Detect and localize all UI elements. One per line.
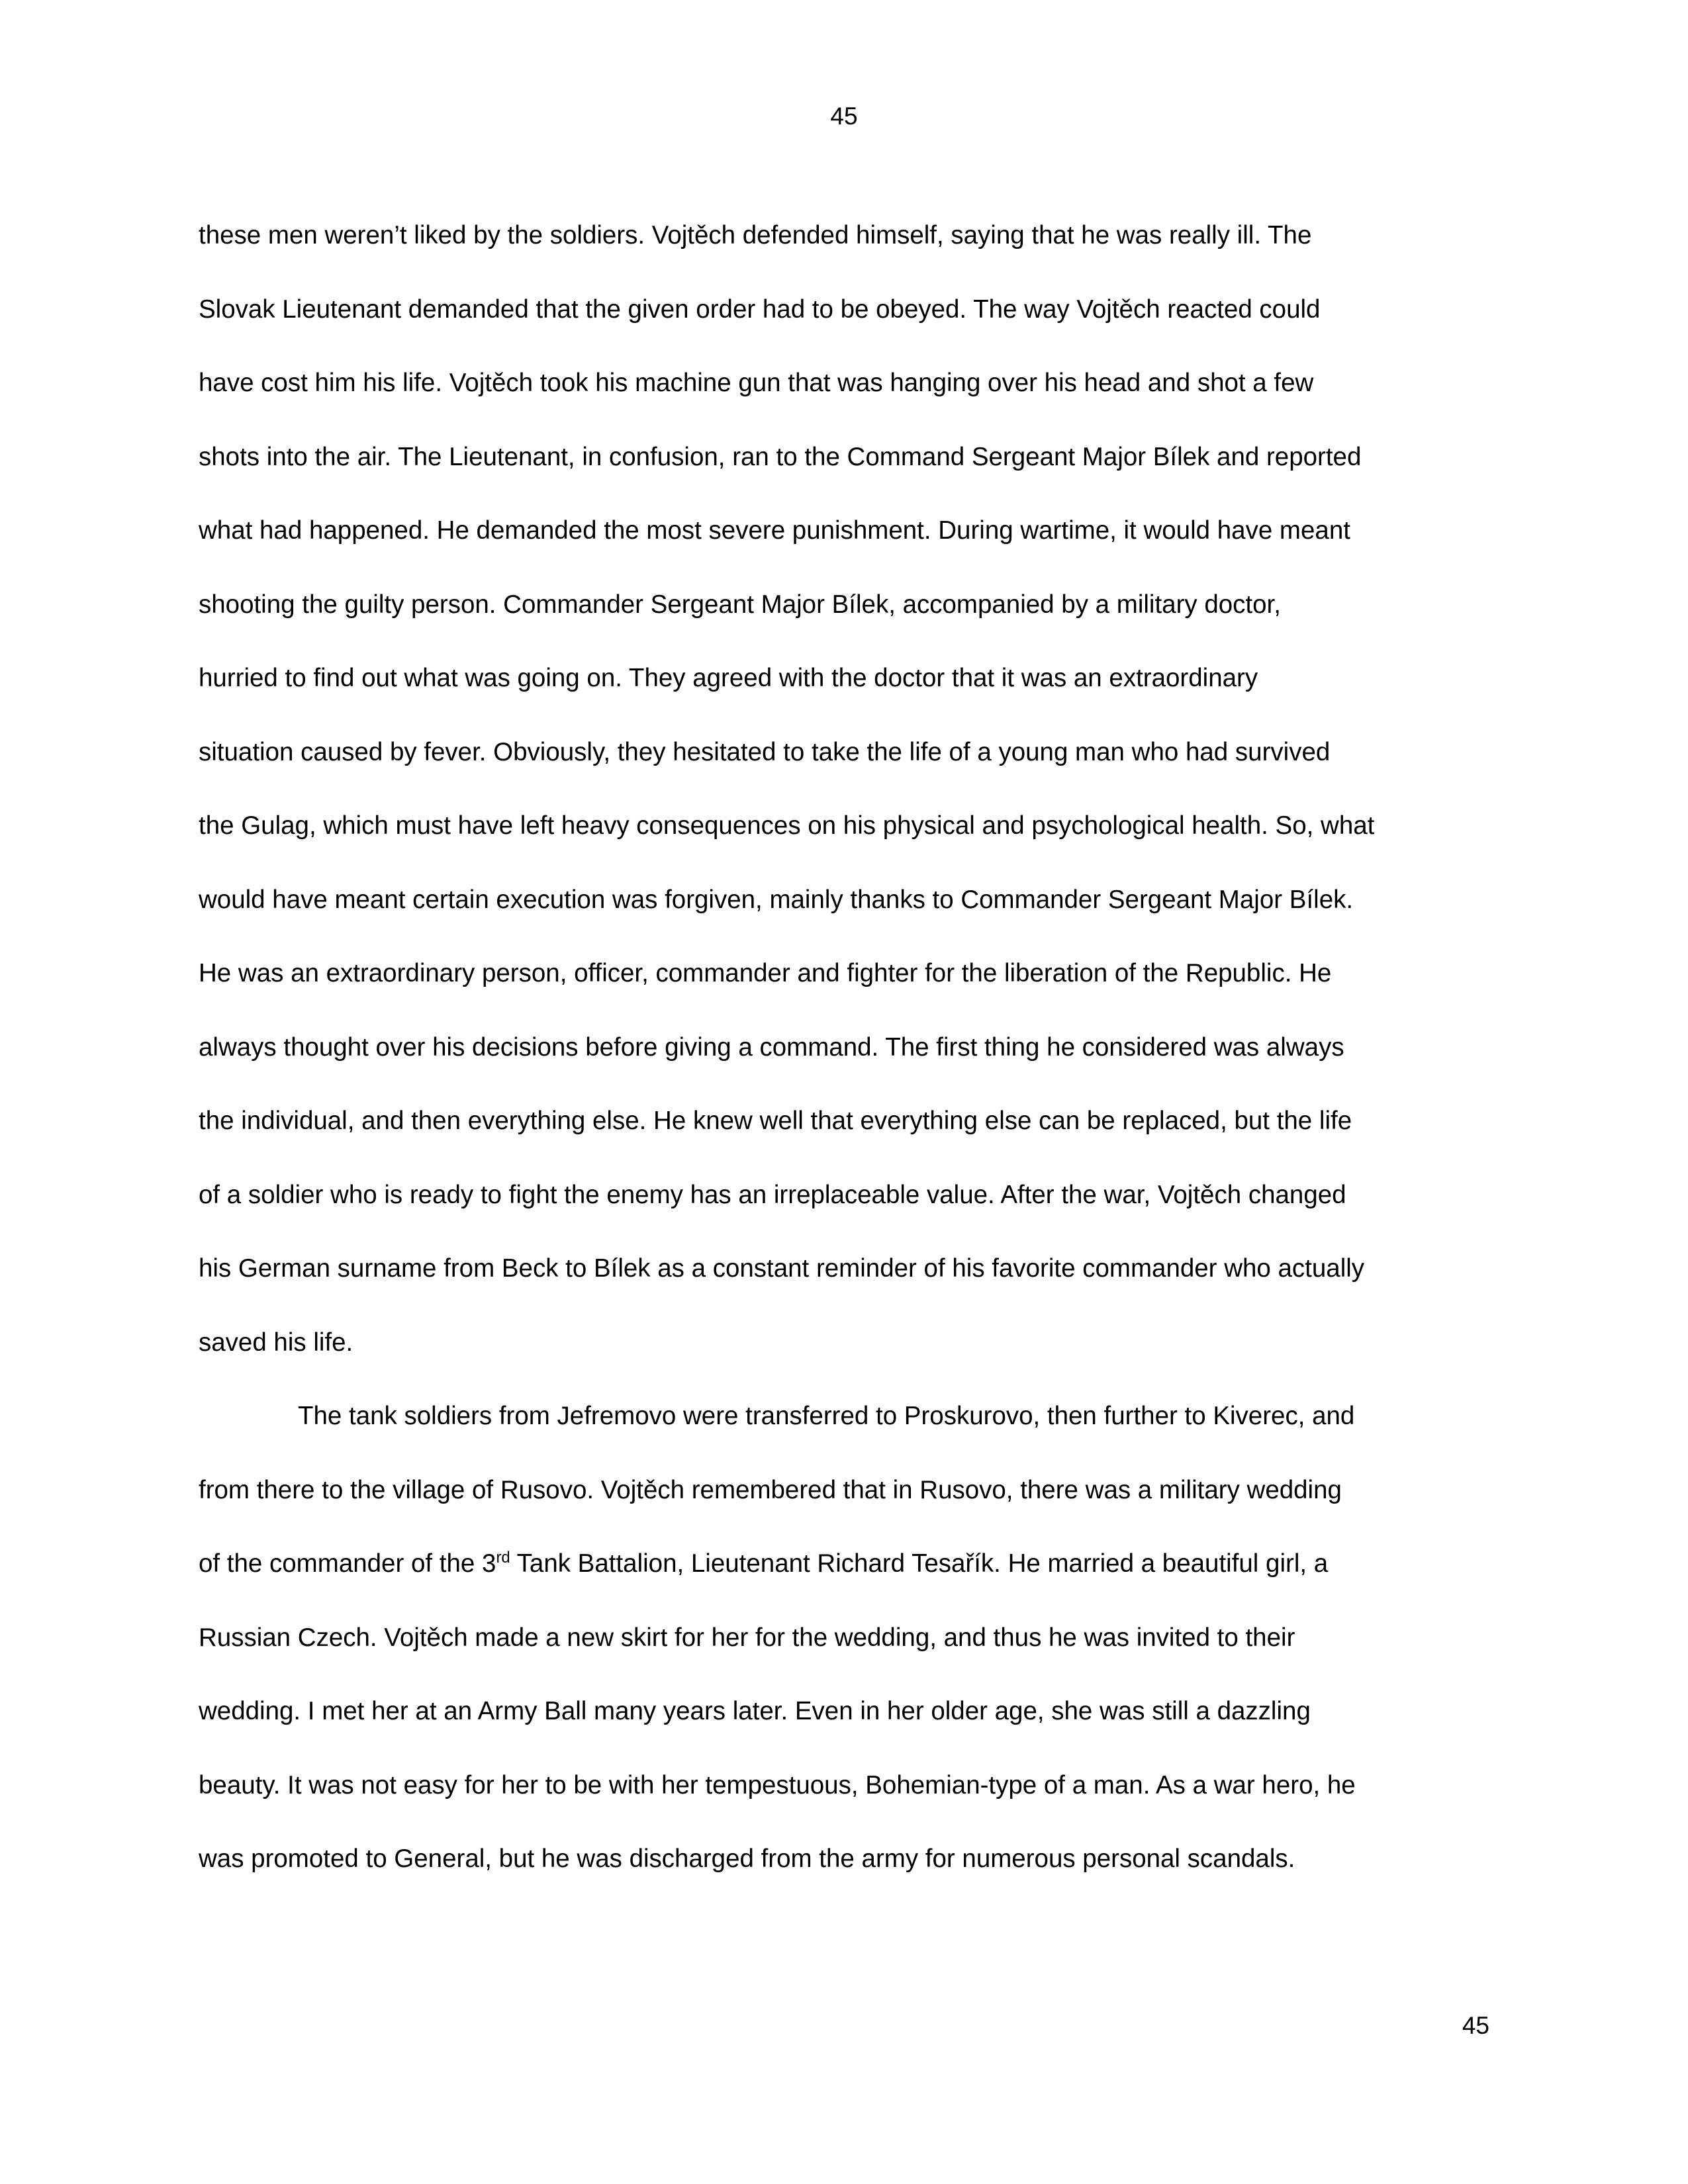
text-line: hurried to find out what was going on. They agreed with the doctor that it was an extraordinary <box>199 664 1258 692</box>
text-line: Russian Czech. Vojtěch made a new skirt for her for the wedding, and thus he was invited to their <box>199 1623 1295 1652</box>
text-line: of a soldier who is ready to fight the enemy has an irreplaceable value. After the war, Vojtěch changed <box>199 1180 1346 1209</box>
paragraph-2 <box>199 1379 1489 1896</box>
text-line: his German surname from Beck to Bílek as a constant reminder of his favorite commander who actually <box>199 1254 1365 1283</box>
text-line: The tank soldiers from Jefremovo were transferred to Proskurovo, then further to Kiverec, and <box>298 1402 1355 1430</box>
text-line: situation caused by fever. Obviously, they hesitated to take the life of a young man who had survived <box>199 737 1331 766</box>
text-line: have cost him his life. Vojtěch took his machine gun that was hanging over his head and shot a few <box>199 369 1314 397</box>
paragraph-1 <box>199 199 1489 1379</box>
text-line: would have meant certain execution was forgiven, mainly thanks to Commander Sergeant Major Bílek. <box>199 885 1354 914</box>
text-line: wedding. I met her at an Army Ball many years later. Even in her older age, she was still a dazzling <box>199 1697 1311 1725</box>
text-line: from there to the village of Rusovo. Vojtěch remembered that in Rusovo, there was a military wedding <box>199 1475 1342 1504</box>
text-line: shooting the guilty person. Commander Sergeant Major Bílek, accompanied by a military doctor, <box>199 590 1281 619</box>
text-line: the individual, and then everything else. He knew well that everything else can be replaced, but the life <box>199 1107 1352 1135</box>
text-line: the Gulag, which must have left heavy consequences on his physical and psychological health. So, what <box>199 811 1375 840</box>
body-text <box>199 199 1489 1896</box>
text-line: Slovak Lieutenant demanded that the given order had to be obeyed. The way Vojtěch reacted could <box>199 295 1321 324</box>
text-line: He was an extraordinary person, officer, commander and fighter for the liberation of the Republic. He <box>199 959 1332 987</box>
text-line: beauty. It was not easy for her to be with her tempestuous, Bohemian-type of a man. As a war hero, he <box>199 1770 1356 1799</box>
text-fragment: of the commander of the 3 <box>199 1549 496 1578</box>
footer-page-number: 45 <box>1462 2012 1489 2039</box>
ordinal-superscript: rd <box>496 1549 510 1567</box>
text-line: shots into the air. The Lieutenant, in confusion, ran to the Command Sergeant Major Bílek and reported <box>199 442 1362 471</box>
header-page-number: 45 <box>830 103 858 130</box>
text-line: always thought over his decisions before giving a command. The first thing he considered was always <box>199 1032 1344 1062</box>
text-line: was promoted to General, but he was discharged from the army for numerous personal scandals. <box>199 1844 1295 1873</box>
text-line-with-superscript <box>199 1527 1489 1601</box>
text-line: what had happened. He demanded the most severe punishment. During wartime, it would have meant <box>199 516 1350 545</box>
text-line: saved his life. <box>199 1328 353 1357</box>
text-fragment: Tank Battalion, Lieutenant Richard Tesařík. He married a beautiful girl, a <box>510 1549 1329 1578</box>
text-line: these men weren’t liked by the soldiers. Vojtěch defended himself, saying that he was really ill. The <box>199 221 1312 250</box>
